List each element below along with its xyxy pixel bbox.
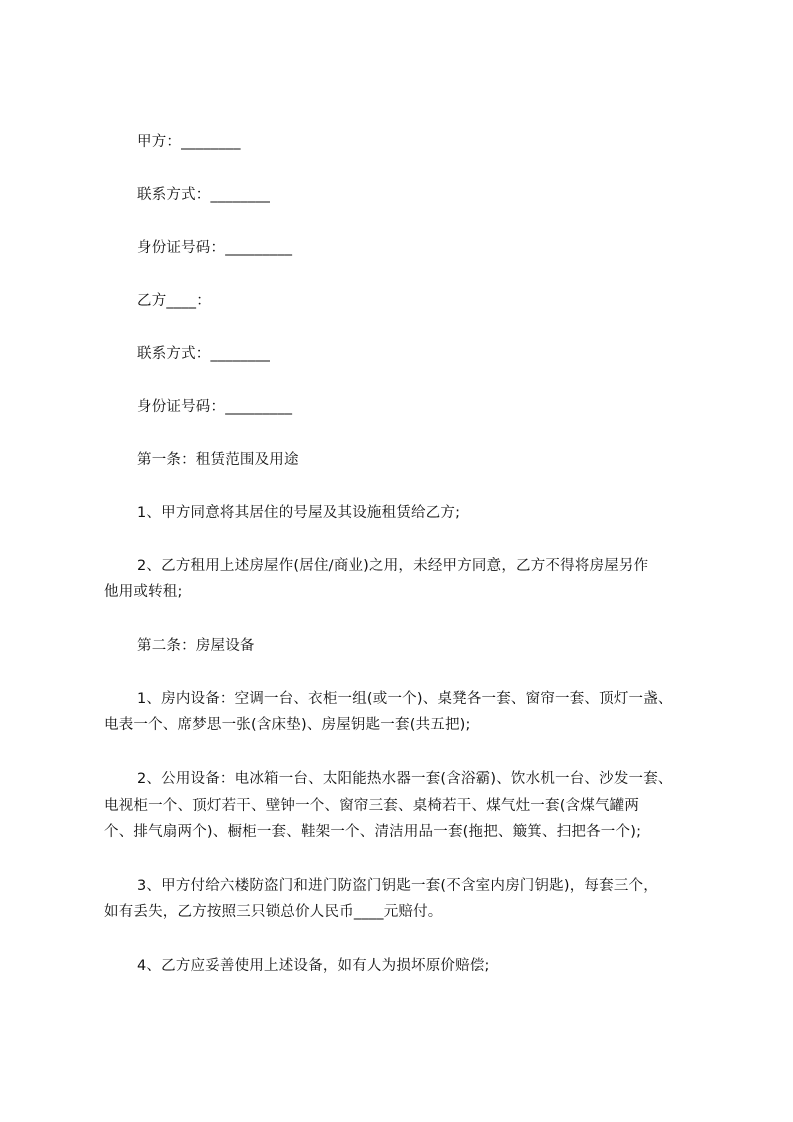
article-1-item-2-line-2: 他用或转租; [104, 584, 183, 600]
article-2-item-1-line-1: 1、房内设备：空调一台、衣柜一组(或一个)、桌凳各一套、窗帘一套、顶灯一盏、 [137, 691, 673, 707]
article-2-item-4: 4、乙方应妥善使用上述设备，如有人为损坏原价赔偿; [137, 958, 490, 974]
article-1-item-1: 1、甲方同意将其居住的号屋及其设施租赁给乙方; [137, 505, 461, 521]
party-b-contact: 联系方式：________ [137, 346, 271, 362]
party-a-label: 甲方：________ [137, 134, 241, 150]
article-1-item-2-line-1: 2、乙方租用上述房屋作(居住/商业)之用，未经甲方同意，乙方不得将房屋另作 [137, 558, 649, 574]
article-2-item-2-line-3: 个、排气扇两个)、橱柜一套、鞋架一个、清洁用品一套(拖把、簸箕、扫把各一个); [104, 824, 642, 840]
party-b-id-number: 身份证号码：_________ [137, 399, 293, 415]
article-2-heading: 第二条：房屋设备 [137, 638, 255, 654]
party-a-contact: 联系方式：________ [137, 187, 271, 203]
party-a-id-number: 身份证号码：_________ [137, 240, 293, 256]
article-2-item-1-line-2: 电表一个、席梦思一张(含床垫)、房屋钥匙一套(共五把); [104, 717, 471, 733]
party-b-label: 乙方____： [137, 293, 211, 309]
article-2-item-3-line-1: 3、甲方付给六楼防盗门和进门防盗门钥匙一套(不含室内房门钥匙)，每套三个， [137, 878, 658, 894]
article-1-heading: 第一条：租赁范围及用途 [137, 452, 299, 468]
article-2-item-3-line-2: 如有丢失，乙方按照三只锁总价人民币____元赔付。 [104, 904, 443, 920]
article-2-item-2-line-2: 电视柜一个、顶灯若干、壁钟一个、窗帘三套、桌椅若干、煤气灶一套(含煤气罐两 [104, 798, 640, 814]
article-2-item-2-line-1: 2、公用设备：电冰箱一台、太阳能热水器一套(含浴霸)、饮水机一台、沙发一套、 [137, 771, 673, 787]
